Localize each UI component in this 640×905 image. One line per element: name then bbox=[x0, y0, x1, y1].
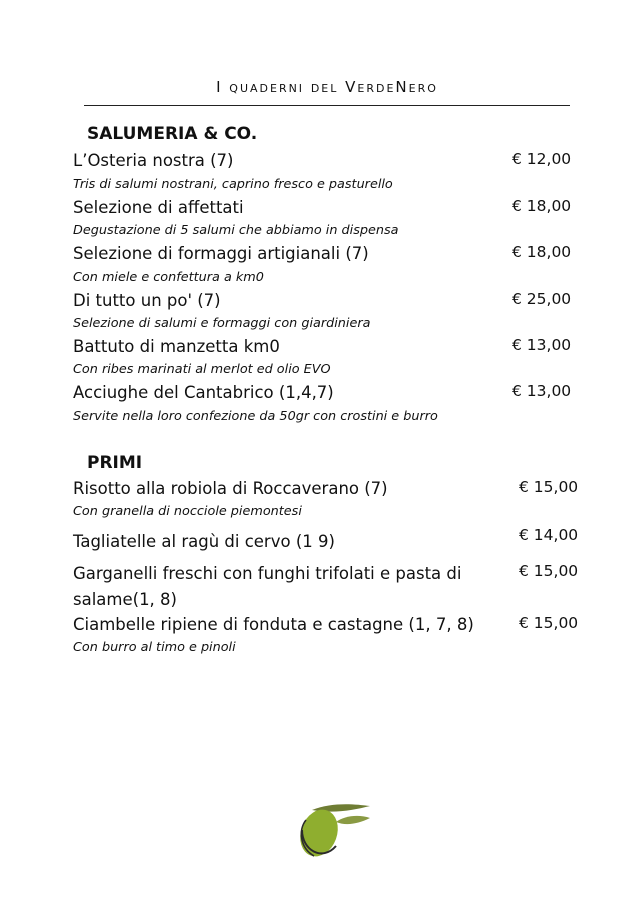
restaurant-title: I quaderni del VerdeNero bbox=[216, 78, 438, 96]
menu-item-name: Selezione di formaggi artigianali (7) bbox=[73, 244, 369, 263]
menu-item-name: Garganelli freschi con funghi trifolati e pasta di salame(1, 8) bbox=[73, 564, 462, 609]
header-divider bbox=[84, 105, 570, 106]
menu-item-name: Selezione di affettati bbox=[73, 198, 244, 217]
menu-item-name: Battuto di manzetta km0 bbox=[73, 337, 280, 356]
menu-item-name: L’Osteria nostra (7) bbox=[73, 151, 234, 170]
menu-item-price: € 18,00 bbox=[512, 243, 572, 261]
menu-item-name: Risotto alla robiola di Roccaverano (7) bbox=[73, 479, 388, 498]
olive-icon bbox=[292, 800, 372, 862]
menu-item-price: € 13,00 bbox=[512, 382, 572, 400]
menu-item-price: € 13,00 bbox=[512, 336, 572, 354]
menu-item-price: € 15,00 bbox=[519, 562, 579, 580]
menu-item-price: € 15,00 bbox=[519, 478, 579, 496]
menu-item-description: Selezione di salumi e formaggi con giardiniera bbox=[73, 316, 371, 331]
menu-item-price: € 12,00 bbox=[512, 150, 572, 168]
menu-item-description: Servite nella loro confezione da 50gr con crostini e burro bbox=[73, 409, 438, 424]
menu-item-description: Con burro al timo e pinoli bbox=[73, 640, 236, 655]
menu-item-name: Acciughe del Cantabrico (1,4,7) bbox=[73, 383, 334, 402]
menu-item-name: Tagliatelle al ragù di cervo (1 9) bbox=[73, 532, 335, 551]
menu-item-description: Degustazione di 5 salumi che abbiamo in dispensa bbox=[73, 223, 399, 238]
menu-item-name: Ciambelle ripiene di fonduta e castagne (1, 7, 8) bbox=[73, 615, 474, 634]
section-title-salumeria: SALUMERIA & CO. bbox=[87, 124, 258, 144]
menu-item-price: € 18,00 bbox=[512, 197, 572, 215]
menu-item-name: Di tutto un po' (7) bbox=[73, 291, 221, 310]
menu-item-price: € 15,00 bbox=[519, 614, 579, 632]
menu-item-description: Con ribes marinati al merlot ed olio EVO bbox=[73, 362, 331, 377]
menu-item-description: Con miele e confettura a km0 bbox=[73, 270, 264, 285]
section-title-primi: PRIMI bbox=[87, 453, 143, 473]
menu-item-price: € 14,00 bbox=[519, 526, 579, 544]
menu-item-description: Con granella di nocciole piemontesi bbox=[73, 504, 302, 519]
menu-item-price: € 25,00 bbox=[512, 290, 572, 308]
menu-item-description: Tris di salumi nostrani, caprino fresco e pasturello bbox=[73, 177, 393, 192]
